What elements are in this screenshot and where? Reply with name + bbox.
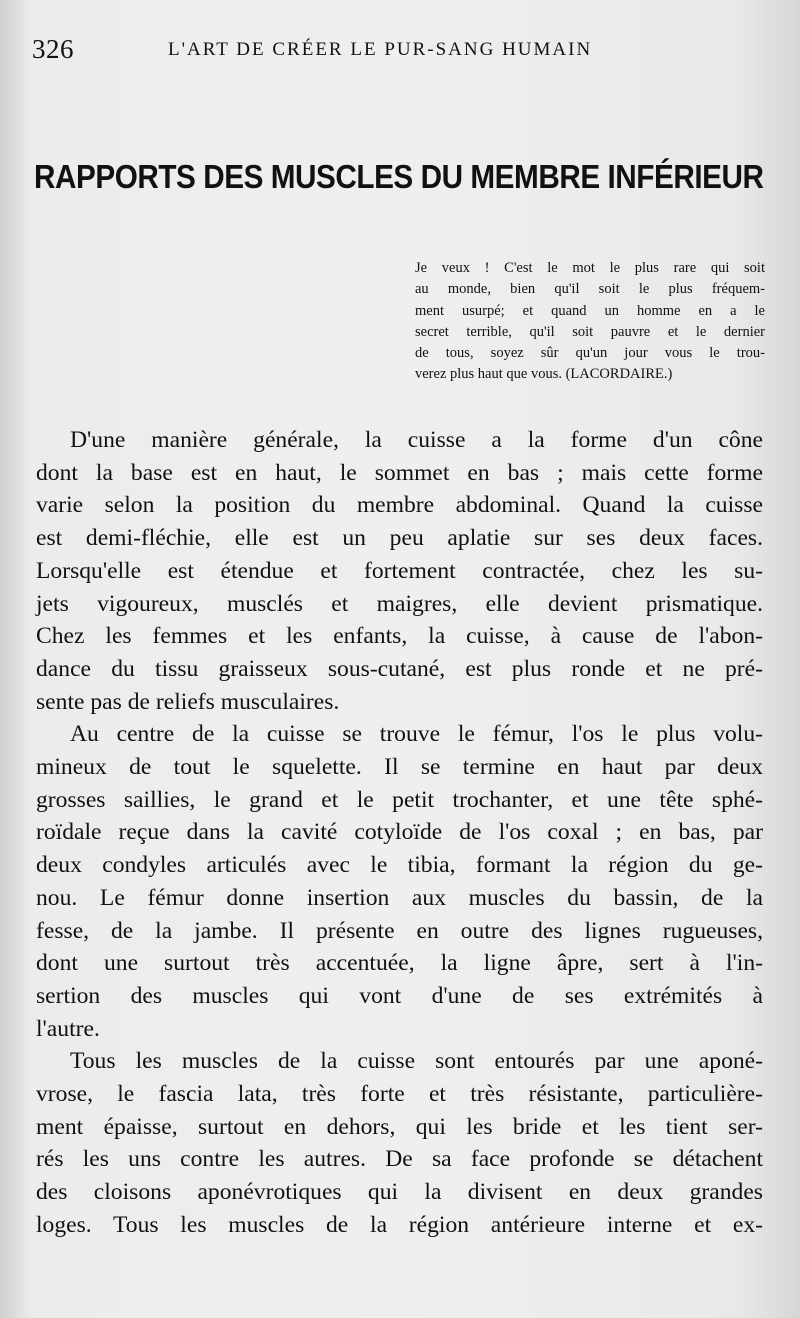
paragraph-line: Au centre de la cuisse se trouve le fémur, l'os le plus volu- bbox=[70, 721, 763, 748]
paragraph-line: rés les uns contre les autres. De sa face profonde se détachent bbox=[36, 1146, 763, 1173]
chapter-title: RAPPORTS DES MUSCLES DU MEMBRE INFÉRIEUR bbox=[34, 158, 764, 195]
paragraph-line: ment épaisse, surtout en dehors, qui les bride et les tient ser- bbox=[36, 1113, 763, 1140]
paragraph-line: sente pas de reliefs musculaires. bbox=[36, 688, 340, 715]
paragraph-line: dont une surtout très accentuée, la ligne âpre, sert à l'in- bbox=[36, 950, 763, 977]
paragraph-line: deux condyles articulés avec le tibia, formant la région du ge- bbox=[36, 852, 763, 879]
paragraph-line: roïdale reçue dans la cavité cotyloïde de l'os coxal ; en bas, par bbox=[36, 819, 763, 846]
epigraph-line: secret terrible, qu'il soit pauvre et le dernier bbox=[415, 323, 765, 340]
paragraph-line: mineux de tout le squelette. Il se termine en haut par deux bbox=[36, 754, 763, 781]
epigraph-line: ment usurpé; et quand un homme en a le bbox=[415, 302, 765, 319]
paragraph-line: dance du tissu graisseux sous-cutané, est plus ronde et ne pré- bbox=[36, 655, 763, 682]
epigraph-line: verez plus haut que vous. (LACORDAIRE.) bbox=[415, 366, 673, 383]
epigraph-line: Je veux ! C'est le mot le plus rare qui soit bbox=[415, 260, 765, 276]
paragraph-line: D'une manière générale, la cuisse a la forme d'un cône bbox=[70, 427, 763, 453]
epigraph-line: au monde, bien qu'il soit le plus fréquem- bbox=[415, 281, 765, 298]
paragraph-line: Tous les muscles de la cuisse sont entourés par une aponé- bbox=[70, 1048, 763, 1075]
running-header bbox=[32, 34, 772, 68]
paragraph-line: jets vigoureux, musclés et maigres, elle devient prismatique. bbox=[36, 590, 763, 617]
paragraph-line: l'autre. bbox=[36, 1015, 100, 1042]
paragraph-line: Lorsqu'elle est étendue et fortement contractée, chez les su- bbox=[36, 557, 763, 584]
paragraph-line: varie selon la position du membre abdominal. Quand la cuisse bbox=[36, 492, 763, 519]
paragraph-line: sertion des muscles qui vont d'une de ses extrémités à bbox=[36, 982, 763, 1009]
paragraph-line: nou. Le fémur donne insertion aux muscles du bassin, de la bbox=[36, 884, 763, 911]
paragraph-line: dont la base est en haut, le sommet en bas ; mais cette forme bbox=[36, 459, 763, 486]
paragraph-line: est demi-fléchie, elle est un peu aplatie sur ses deux faces. bbox=[36, 525, 763, 552]
paragraph-line: fesse, de la jambe. Il présente en outre des lignes rugueuses, bbox=[36, 917, 763, 944]
paragraph-line: Chez les femmes et les enfants, la cuisse, à cause de l'abon- bbox=[36, 623, 763, 650]
epigraph bbox=[415, 258, 765, 386]
body-text bbox=[36, 424, 763, 1242]
paragraph-line: loges. Tous les muscles de la région antérieure interne et ex- bbox=[36, 1211, 763, 1238]
page-number: 326 bbox=[32, 34, 74, 64]
paragraph-line: vrose, le fascia lata, très forte et très résistante, particulière- bbox=[36, 1081, 763, 1108]
running-title: L'ART DE CRÉER LE PUR-SANG HUMAIN bbox=[168, 39, 593, 60]
paragraph-line: des cloisons aponévrotiques qui la divisent en deux grandes bbox=[36, 1179, 763, 1206]
epigraph-line: de tous, soyez sûr qu'un jour vous le trou- bbox=[415, 345, 765, 362]
paragraph-line: grosses saillies, le grand et le petit trochanter, et une tête sphé- bbox=[36, 786, 763, 813]
